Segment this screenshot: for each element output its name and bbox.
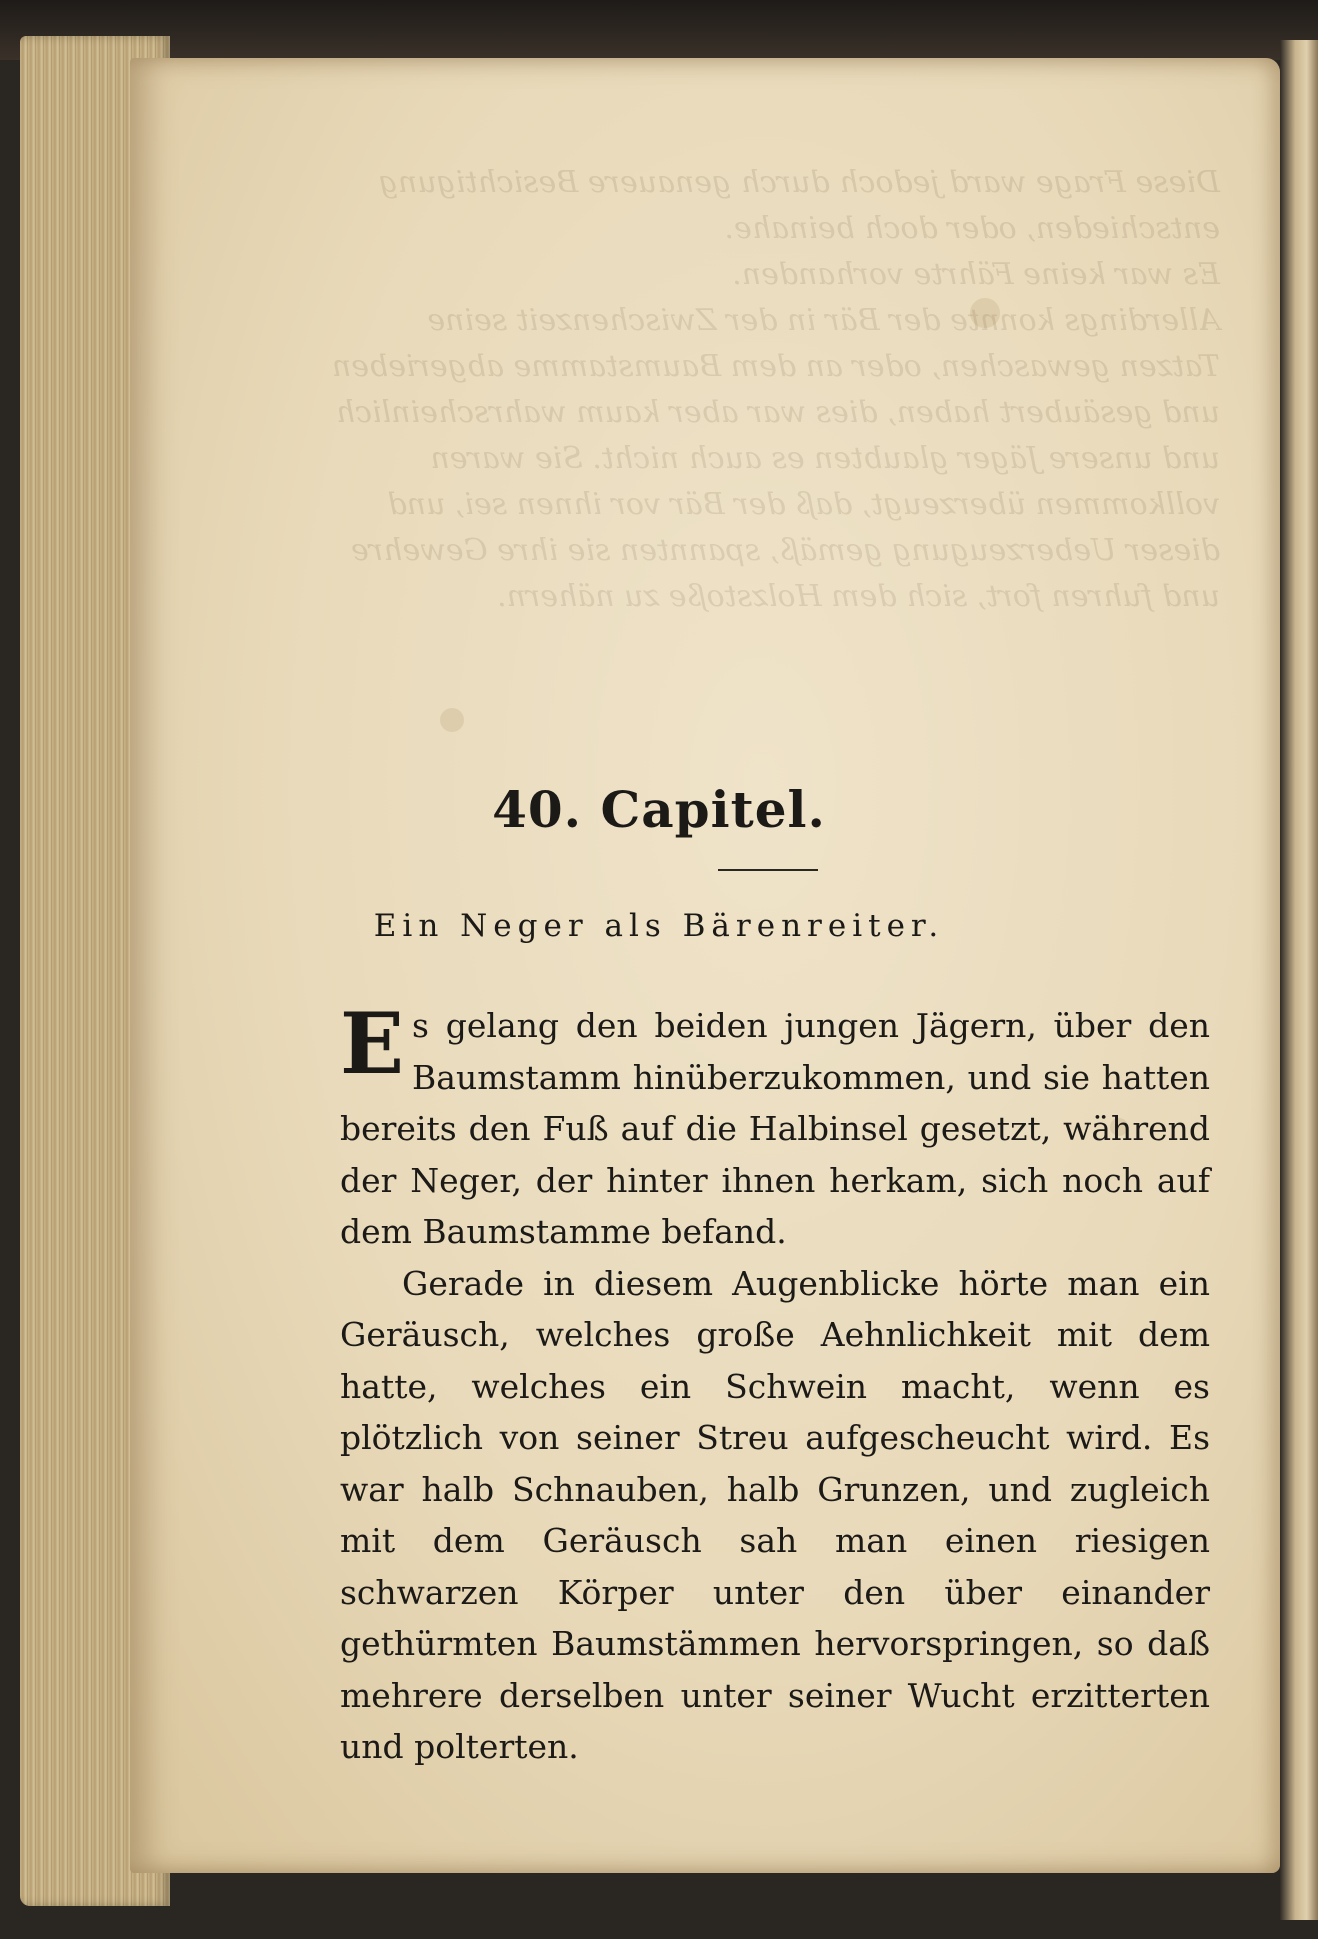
bleed-line: entschieden, oder doch beinahe.: [724, 211, 1220, 246]
bleed-through-text: [300, 160, 1220, 760]
bleed-line: Es war keine Fährte vorhanden.: [732, 257, 1220, 292]
paragraph-1-text: s gelang den beiden jungen Jägern, über den Baumstamm hinüberzukommen, und sie hatten bereits den Fuß auf die Halbinsel gesetzt, während der Neger, der hinter ihnen herkam, sich noch auf dem Baumstamme befand.: [340, 1006, 1210, 1251]
paragraph-1: [340, 994, 1210, 1258]
paragraph-2: Gerade in diesem Augenblicke hörte man ein Geräusch, welches große Aehnlichkeit mit dem hatte, welches ein Schwein macht, wenn es plötzlich von seiner Streu aufgescheucht wird. Es war halb Schnauben, halb Grunzen, und zugleich mit dem Geräusch sah man einen riesigen schwarzen Körper unter den über einander gethürmten Baumstämmen hervorspringen, so daß mehrere derselben unter seiner Wucht erzitterten und polterten.: [340, 1263, 1210, 1766]
drop-cap: E: [340, 994, 405, 1093]
bleed-line: und fuhren fort, sich dem Holzstoße zu nähern.: [497, 579, 1220, 614]
facing-page-edge: [1280, 40, 1318, 1920]
bleed-line: Diese Frage ward jedoch durch genauere Besichtigung: [378, 165, 1220, 200]
bleed-line: und unsere Jäger glaubten es auch nicht. Sie waren: [430, 441, 1220, 476]
chapter-subtitle: Ein Neger als Bärenreiter.: [373, 908, 945, 944]
body-text: [340, 994, 1210, 1773]
heading-divider: [718, 869, 818, 871]
bleed-line: vollkommen überzeugt, daß der Bär vor ihnen sei, und: [387, 487, 1220, 522]
chapter-heading: 40. Capitel.: [492, 780, 826, 839]
bleed-line: dieser Ueberzeugung gemäß, spannten sie ihre Gewehre: [351, 533, 1220, 568]
bleed-line: Tatzen gewaschen, oder an dem Baumstamme abgerieben: [331, 349, 1220, 384]
book-cover-top: [0, 0, 1318, 60]
bleed-line: Allerdings konnte der Bär in der Zwischenzeit seine: [427, 303, 1220, 338]
bleed-line: und gesäubert haben, dies war aber kaum wahrscheinlich: [335, 395, 1220, 430]
